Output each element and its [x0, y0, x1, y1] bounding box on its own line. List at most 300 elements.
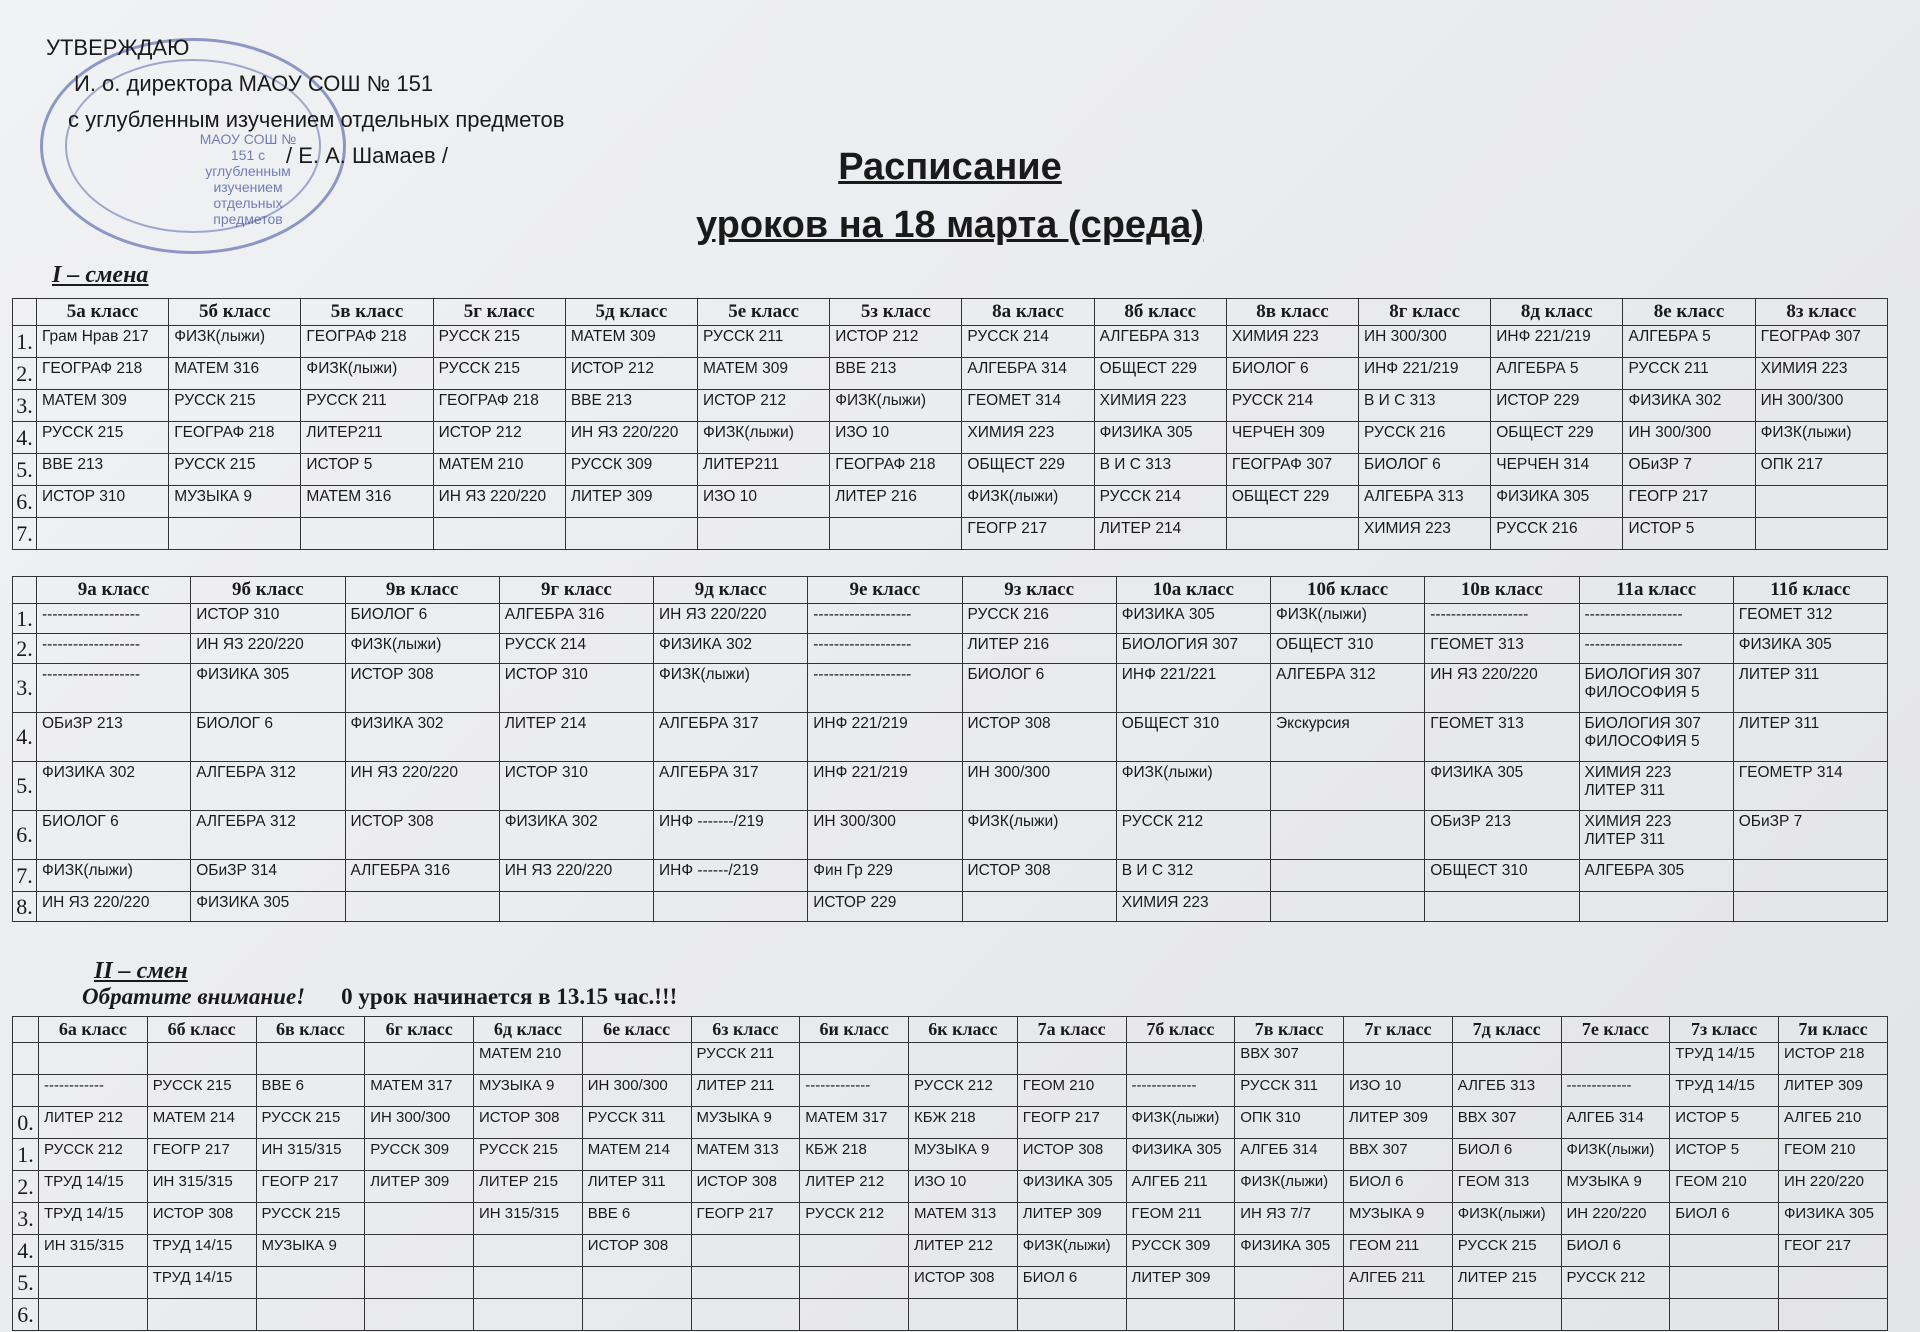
class-header: 11б класс [1733, 577, 1887, 604]
lesson-cell: ЛИТЕР 309 [1344, 1107, 1453, 1139]
lesson-cell: БИОЛ 6 [1561, 1235, 1670, 1267]
lesson-cell: БИОЛОГ 6 [37, 811, 191, 860]
lesson-cell: ИН 300/300 [365, 1107, 474, 1139]
lesson-cell: ИН ЯЗ 220/220 [345, 762, 499, 811]
lesson-cell: РУССК 212 [1116, 811, 1270, 860]
class-header: 9д класс [654, 577, 808, 604]
lesson-cell: МУЗЫКА 9 [909, 1139, 1018, 1171]
lesson-cell [1271, 860, 1425, 892]
lesson-cell: РУССК 216 [1491, 518, 1623, 550]
lesson-cell: ИСТОР 308 [691, 1171, 800, 1203]
table-row [13, 713, 1888, 762]
table-row [13, 518, 1888, 550]
lesson-cell: РУССК 216 [962, 604, 1116, 634]
lesson-cell: ЛИТЕР 309 [1017, 1203, 1126, 1235]
lesson-cell: МУЗЫКА 9 [256, 1235, 365, 1267]
lesson-cell: РУССК 215 [37, 422, 169, 454]
lesson-cell: ИЗО 10 [698, 486, 830, 518]
lesson-cell [800, 1235, 909, 1267]
lesson-cell: ИСТОР 229 [808, 892, 962, 922]
lesson-cell [800, 1299, 909, 1331]
lesson-cell: БИОЛ 6 [1670, 1203, 1779, 1235]
class-header: 9в класс [345, 577, 499, 604]
lesson-cell [1226, 518, 1358, 550]
lesson-cell: ЛИТЕР 212 [909, 1235, 1018, 1267]
lesson-cell: ФИЗИКА 305 [1094, 422, 1226, 454]
lesson-cell: ВВЕ 6 [582, 1203, 691, 1235]
class-header: 7з класс [1670, 1017, 1779, 1043]
class-header: 6д класс [474, 1017, 583, 1043]
table-row [13, 634, 1888, 664]
lesson-cell: ИСТОР 310 [37, 486, 169, 518]
lesson-cell: ФИЗК(лыжи) [1561, 1139, 1670, 1171]
lesson-cell: МАТЕМ 317 [800, 1107, 909, 1139]
class-header: 10в класс [1425, 577, 1579, 604]
lesson-cell: ЛИТЕР211 [698, 454, 830, 486]
stamp-text: МАОУ СОШ № 151 с углубленным изучением отдельных предметов [199, 131, 297, 227]
lesson-cell: ОБЩЕСТ 310 [1425, 860, 1579, 892]
approve-label: УТВЕРЖДАЮ [46, 35, 190, 60]
lesson-number: 1. [13, 1139, 39, 1171]
lesson-cell: МАТЕМ 316 [301, 486, 433, 518]
lesson-cell [1733, 860, 1887, 892]
lesson-cell: АЛГЕБРА 314 [962, 358, 1094, 390]
lesson-cell: ФИЗИКА 302 [345, 713, 499, 762]
lesson-cell: ИСТОР 308 [474, 1107, 583, 1139]
lesson-cell: ЛИТЕР 212 [39, 1107, 148, 1139]
lesson-cell: ИН ЯЗ 220/220 [654, 604, 808, 634]
table-row [13, 762, 1888, 811]
lesson-cell: РУССК 216 [1359, 422, 1491, 454]
lesson-cell: ФИЗИКА 302 [37, 762, 191, 811]
lesson-cell: БИОЛОГ 6 [1359, 454, 1491, 486]
lesson-cell [691, 1235, 800, 1267]
lesson-cell [1452, 1043, 1561, 1075]
lesson-cell: ОБЩЕСТ 310 [1116, 713, 1270, 762]
lesson-cell [499, 892, 653, 922]
lesson-cell: БИОЛОГ 6 [345, 604, 499, 634]
lesson-cell: ЧЕРЧЕН 309 [1226, 422, 1358, 454]
lesson-cell: ИН 300/300 [962, 762, 1116, 811]
lesson-cell: ФИЗК(лыжи) [962, 486, 1094, 518]
page-subtitle: уроков на 18 марта (среда) [696, 204, 1204, 246]
lesson-cell: АЛГЕБРА 312 [191, 811, 345, 860]
lesson-cell: ------------- [800, 1075, 909, 1107]
lesson-cell: МАТЕМ 210 [433, 454, 565, 486]
lesson-cell: ЛИТЕР 214 [499, 713, 653, 762]
lesson-cell: В И С 313 [1094, 454, 1226, 486]
lesson-cell [1235, 1299, 1344, 1331]
class-header: 8д класс [1491, 299, 1623, 326]
lesson-cell: БИОЛОГ 6 [962, 664, 1116, 713]
lesson-number: 6. [13, 811, 37, 860]
lesson-cell: РУССК 215 [474, 1139, 583, 1171]
class-header: 8г класс [1359, 299, 1491, 326]
lesson-cell: ФИЗИКА 305 [1491, 486, 1623, 518]
lesson-cell: ГЕОГР 217 [1017, 1107, 1126, 1139]
table-row [13, 486, 1888, 518]
table-row [13, 454, 1888, 486]
lesson-cell [800, 1043, 909, 1075]
lesson-cell [909, 1043, 1018, 1075]
lesson-cell: ЛИТЕР 309 [365, 1171, 474, 1203]
table-row [13, 326, 1888, 358]
lesson-cell: ГЕОГРАФ 218 [37, 358, 169, 390]
lesson-cell: ФИЗИКА 305 [1017, 1171, 1126, 1203]
lesson-cell [39, 1299, 148, 1331]
lesson-cell: ФИЗК(лыжи) [1116, 762, 1270, 811]
lesson-cell: РУССК 211 [698, 326, 830, 358]
class-header: 8в класс [1226, 299, 1358, 326]
lesson-number: 3. [13, 390, 37, 422]
lesson-cell: ФИЗК(лыжи) [345, 634, 499, 664]
lesson-cell: АЛГЕБРА 313 [1094, 326, 1226, 358]
lesson-cell: БИОЛОГИЯ 307 [1116, 634, 1270, 664]
lesson-cell: ИН 315/315 [39, 1235, 148, 1267]
lesson-cell [37, 518, 169, 550]
lesson-cell: КБЖ 218 [800, 1139, 909, 1171]
lesson-cell [433, 518, 565, 550]
lesson-cell [39, 1267, 148, 1299]
lesson-number: 4. [13, 713, 37, 762]
lesson-cell: ТРУД 14/15 [147, 1235, 256, 1267]
lesson-cell: ГЕОМ 210 [1779, 1139, 1888, 1171]
class-header: 7а класс [1017, 1017, 1126, 1043]
lesson-cell [1452, 1299, 1561, 1331]
lesson-cell: ОБиЗР 213 [37, 713, 191, 762]
lesson-cell: ХИМИЯ 223 [1226, 326, 1358, 358]
header-corner [13, 299, 37, 326]
lesson-cell: ------------------- [37, 664, 191, 713]
lesson-cell: МАТЕМ 317 [365, 1075, 474, 1107]
class-header: 7г класс [1344, 1017, 1453, 1043]
lesson-cell: ИН 220/220 [1779, 1171, 1888, 1203]
lesson-cell: ФИЗК(лыжи) [1017, 1235, 1126, 1267]
lesson-cell: ИНФ -------/219 [654, 811, 808, 860]
lesson-cell: ------------------- [808, 664, 962, 713]
lesson-cell [1271, 762, 1425, 811]
lesson-number: 3. [13, 664, 37, 713]
lesson-cell: ФИЗК(лыжи) [37, 860, 191, 892]
class-header: 8е класс [1623, 299, 1755, 326]
school-name: с углубленным изучением отдельных предметов [68, 107, 565, 132]
class-header: 5з класс [830, 299, 962, 326]
lesson-cell: ЛИТЕР 309 [565, 486, 697, 518]
lesson-cell: ОБиЗР 314 [191, 860, 345, 892]
lesson-cell: ИСТОР 308 [962, 713, 1116, 762]
lesson-cell: МАТЕМ 309 [565, 326, 697, 358]
lesson-cell [909, 1299, 1018, 1331]
notice [82, 984, 677, 1010]
lesson-cell: АЛГЕБРА 5 [1623, 326, 1755, 358]
lesson-cell: ОПК 310 [1235, 1107, 1344, 1139]
schedule-table-5-8 [12, 298, 1888, 550]
lesson-cell: ИСТОР 212 [830, 326, 962, 358]
lesson-cell: ГЕОГР 217 [962, 518, 1094, 550]
lesson-cell: ФИЗИКА 305 [1235, 1235, 1344, 1267]
lesson-cell: БИОЛ 6 [1344, 1171, 1453, 1203]
lesson-cell: РУССК 215 [169, 390, 301, 422]
table-row [13, 811, 1888, 860]
lesson-cell [1126, 1299, 1235, 1331]
lesson-cell: ИЗО 10 [909, 1171, 1018, 1203]
class-header: 6з класс [691, 1017, 800, 1043]
lesson-cell: ФИЗК(лыжи) [1755, 422, 1887, 454]
lesson-cell: ЛИТЕР 215 [474, 1171, 583, 1203]
header-row [13, 1017, 1888, 1043]
header-row [13, 299, 1888, 326]
lesson-cell: РУССК 212 [39, 1139, 148, 1171]
lesson-cell: РУССК 311 [1235, 1075, 1344, 1107]
schedule-table-6-7 [12, 1016, 1888, 1331]
lesson-cell [256, 1299, 365, 1331]
lesson-cell: ИСТОР 308 [1017, 1139, 1126, 1171]
lesson-cell: ИН 300/300 [582, 1075, 691, 1107]
lesson-cell: РУССК 215 [433, 358, 565, 390]
lesson-cell: ХИМИЯ 223 [962, 422, 1094, 454]
lesson-cell [654, 892, 808, 922]
lesson-cell: ОПК 217 [1755, 454, 1887, 486]
lesson-cell: ИСТОР 310 [499, 664, 653, 713]
lesson-cell: БИОЛ 6 [1452, 1139, 1561, 1171]
class-header: 6и класс [800, 1017, 909, 1043]
lesson-cell [1579, 811, 1733, 860]
lesson-subline: ФИЛОСОФИЯ 5 [1584, 684, 1700, 701]
class-header: 11а класс [1579, 577, 1733, 604]
lesson-cell: ИНФ 221/219 [1359, 358, 1491, 390]
lesson-cell: ФИЗК(лыжи) [1235, 1171, 1344, 1203]
lesson-cell [1779, 1267, 1888, 1299]
lesson-cell: РУССК 309 [365, 1139, 474, 1171]
table-row [13, 1299, 1888, 1331]
class-header: 5д класс [565, 299, 697, 326]
lesson-cell: АЛГЕБ 211 [1126, 1171, 1235, 1203]
lesson-cell [1017, 1299, 1126, 1331]
table-row [13, 1139, 1888, 1171]
class-header: 10б класс [1271, 577, 1425, 604]
lesson-number [13, 1043, 39, 1075]
lesson-cell [365, 1043, 474, 1075]
lesson-cell: ОБиЗР 7 [1623, 454, 1755, 486]
table-row [13, 860, 1888, 892]
lesson-subline: ЛИТЕР 311 [1584, 831, 1665, 848]
lesson-cell: ЛИТЕР 216 [962, 634, 1116, 664]
lesson-cell: АЛГЕБ 211 [1344, 1267, 1453, 1299]
lesson-cell: ФИЗИКА 305 [1116, 604, 1270, 634]
page-title: Расписание [838, 146, 1062, 188]
lesson-cell: ФИЗК(лыжи) [169, 326, 301, 358]
table-row [13, 1203, 1888, 1235]
lesson-cell: ИН 315/315 [147, 1171, 256, 1203]
lesson-cell: ИН ЯЗ 220/220 [191, 634, 345, 664]
lesson-cell: ИН ЯЗ 220/220 [433, 486, 565, 518]
lesson-cell: ЛИТЕР 311 [1733, 713, 1887, 762]
lesson-cell: ФИЗК(лыжи) [1271, 604, 1425, 634]
lesson-cell: ИН 300/300 [1755, 390, 1887, 422]
lesson-cell [698, 518, 830, 550]
lesson-number: 6. [13, 1299, 39, 1331]
lesson-cell: РУССК 311 [582, 1107, 691, 1139]
lesson-cell: ТРУД 14/15 [39, 1171, 148, 1203]
class-header: 7и класс [1779, 1017, 1888, 1043]
lesson-cell [147, 1299, 256, 1331]
table-row [13, 1171, 1888, 1203]
lesson-number: 5. [13, 454, 37, 486]
lesson-subline: ХИМИЯ 223 [1584, 764, 1672, 781]
lesson-cell: ГЕОГ 217 [1779, 1235, 1888, 1267]
lesson-cell: АЛГЕБ 314 [1561, 1107, 1670, 1139]
lesson-cell [474, 1235, 583, 1267]
lesson-cell [1344, 1043, 1453, 1075]
lesson-cell [365, 1299, 474, 1331]
class-header: 5б класс [169, 299, 301, 326]
class-header: 10а класс [1116, 577, 1270, 604]
lesson-cell: ИН ЯЗ 7/7 [1235, 1203, 1344, 1235]
lesson-cell: ------------------- [1425, 604, 1579, 634]
lesson-cell: ИСТОР 5 [1670, 1139, 1779, 1171]
lesson-cell [1670, 1235, 1779, 1267]
notice-text: 0 урок начинается в 13.15 час.!!! [341, 984, 678, 1009]
lesson-cell: ВВЕ 213 [37, 454, 169, 486]
lesson-cell: РУССК 214 [1094, 486, 1226, 518]
lesson-cell: РУССК 215 [1452, 1235, 1561, 1267]
lesson-cell [1561, 1043, 1670, 1075]
lesson-cell: ГЕОМ 210 [1670, 1171, 1779, 1203]
lesson-subline: ХИМИЯ 223 [1584, 813, 1672, 830]
lesson-number [13, 1075, 39, 1107]
lesson-cell: ИСТОР 5 [1670, 1107, 1779, 1139]
lesson-cell: ------------ [39, 1075, 148, 1107]
class-header: 9б класс [191, 577, 345, 604]
lesson-cell [1579, 892, 1733, 922]
lesson-cell: ТРУД 14/15 [1670, 1075, 1779, 1107]
lesson-cell [800, 1267, 909, 1299]
lesson-number: 3. [13, 1203, 39, 1235]
lesson-cell: ФИЗИКА 305 [1425, 762, 1579, 811]
class-header: 6к класс [909, 1017, 1018, 1043]
lesson-cell: ЛИТЕР 311 [582, 1171, 691, 1203]
class-header: 8а класс [962, 299, 1094, 326]
lesson-cell: ГЕОГР 217 [691, 1203, 800, 1235]
lesson-cell: БИОЛОГ 6 [1226, 358, 1358, 390]
lesson-cell [1271, 811, 1425, 860]
lesson-cell [147, 1043, 256, 1075]
lesson-cell: РУССК 214 [499, 634, 653, 664]
lesson-cell: ИСТОР 5 [301, 454, 433, 486]
lesson-cell [582, 1267, 691, 1299]
lesson-cell: ИСТОР 308 [909, 1267, 1018, 1299]
lesson-cell [1579, 713, 1733, 762]
lesson-cell: ФИЗИКА 305 [1733, 634, 1887, 664]
lesson-cell: ------------------- [1579, 604, 1733, 634]
lesson-cell: АЛГЕБ 210 [1779, 1107, 1888, 1139]
header-row [13, 577, 1888, 604]
lesson-cell: РУССК 212 [909, 1075, 1018, 1107]
lesson-cell: МУЗЫКА 9 [1561, 1171, 1670, 1203]
lesson-number: 2. [13, 634, 37, 664]
lesson-cell: АЛГЕБРА 316 [499, 604, 653, 634]
lesson-cell: МАТЕМ 309 [698, 358, 830, 390]
table-row [13, 1075, 1888, 1107]
lesson-cell: ИСТОР 308 [345, 664, 499, 713]
lesson-number: 0. [13, 1107, 39, 1139]
lesson-cell: ВВЕ 213 [830, 358, 962, 390]
table-row [13, 604, 1888, 634]
lesson-cell: ГЕОМ 313 [1452, 1171, 1561, 1203]
lesson-number: 1. [13, 604, 37, 634]
lesson-cell: ВВЕ 213 [565, 390, 697, 422]
lesson-cell: АЛГЕБРА 312 [191, 762, 345, 811]
lesson-number: 4. [13, 1235, 39, 1267]
lesson-cell: ФИЗК(лыжи) [698, 422, 830, 454]
lesson-cell: ИСТОР 308 [147, 1203, 256, 1235]
lesson-cell: ОБиЗР 213 [1425, 811, 1579, 860]
lesson-cell: ИНФ 221/219 [808, 762, 962, 811]
lesson-cell [1126, 1043, 1235, 1075]
lesson-cell [1755, 486, 1887, 518]
lesson-cell: ИСТОР 308 [962, 860, 1116, 892]
lesson-cell: РУССК 211 [691, 1043, 800, 1075]
lesson-cell: ВВХ 307 [1235, 1043, 1344, 1075]
lesson-cell: ЛИТЕР 216 [830, 486, 962, 518]
table-row [13, 892, 1888, 922]
lesson-subline: ЛИТЕР 311 [1584, 782, 1665, 799]
lesson-cell: ИЗО 10 [1344, 1075, 1453, 1107]
lesson-cell: В И С 312 [1116, 860, 1270, 892]
lesson-cell [565, 518, 697, 550]
lesson-cell: ОБЩЕСТ 310 [1271, 634, 1425, 664]
lesson-cell: ИН ЯЗ 220/220 [37, 892, 191, 922]
lesson-cell [691, 1299, 800, 1331]
class-header: 5г класс [433, 299, 565, 326]
lesson-cell: АЛГЕБ 314 [1235, 1139, 1344, 1171]
lesson-cell: ГЕОМЕТ 313 [1425, 713, 1579, 762]
lesson-cell: МУЗЫКА 9 [169, 486, 301, 518]
lesson-cell: БИОЛОГ 6 [191, 713, 345, 762]
lesson-cell: ГЕОГР 217 [1623, 486, 1755, 518]
shift-1-label: I – смена [52, 262, 149, 288]
table-row [13, 1267, 1888, 1299]
lesson-cell [365, 1267, 474, 1299]
lesson-cell [1670, 1267, 1779, 1299]
lesson-cell: ИН 300/300 [1623, 422, 1755, 454]
shift-2-label: II – смен [94, 958, 188, 984]
lesson-cell: ХИМИЯ 223 [1094, 390, 1226, 422]
lesson-cell: ФИЗК(лыжи) [1126, 1107, 1235, 1139]
lesson-number: 8. [13, 892, 37, 922]
lesson-cell: ГЕОМЕТ 312 [1733, 604, 1887, 634]
lesson-cell: ------------- [1126, 1075, 1235, 1107]
lesson-cell [1779, 1299, 1888, 1331]
lesson-cell [474, 1267, 583, 1299]
lesson-cell: РУССК 214 [962, 326, 1094, 358]
table-row [13, 422, 1888, 454]
lesson-cell: ЛИТЕР 214 [1094, 518, 1226, 550]
lesson-cell: ФИЗИКА 305 [191, 664, 345, 713]
lesson-cell: ЛИТЕР 211 [691, 1075, 800, 1107]
lesson-cell [365, 1235, 474, 1267]
lesson-cell: ФИЗИКА 302 [654, 634, 808, 664]
lesson-cell: РУССК 212 [1561, 1267, 1670, 1299]
lesson-cell [39, 1043, 148, 1075]
lesson-cell: ФИЗИКА 302 [1623, 390, 1755, 422]
lesson-cell: РУССК 214 [1226, 390, 1358, 422]
lesson-cell: ВВХ 307 [1344, 1139, 1453, 1171]
lesson-cell: ГЕОГРАФ 218 [830, 454, 962, 486]
lesson-cell [830, 518, 962, 550]
lesson-cell: ФИЗК(лыжи) [962, 811, 1116, 860]
lesson-number: 2. [13, 1171, 39, 1203]
